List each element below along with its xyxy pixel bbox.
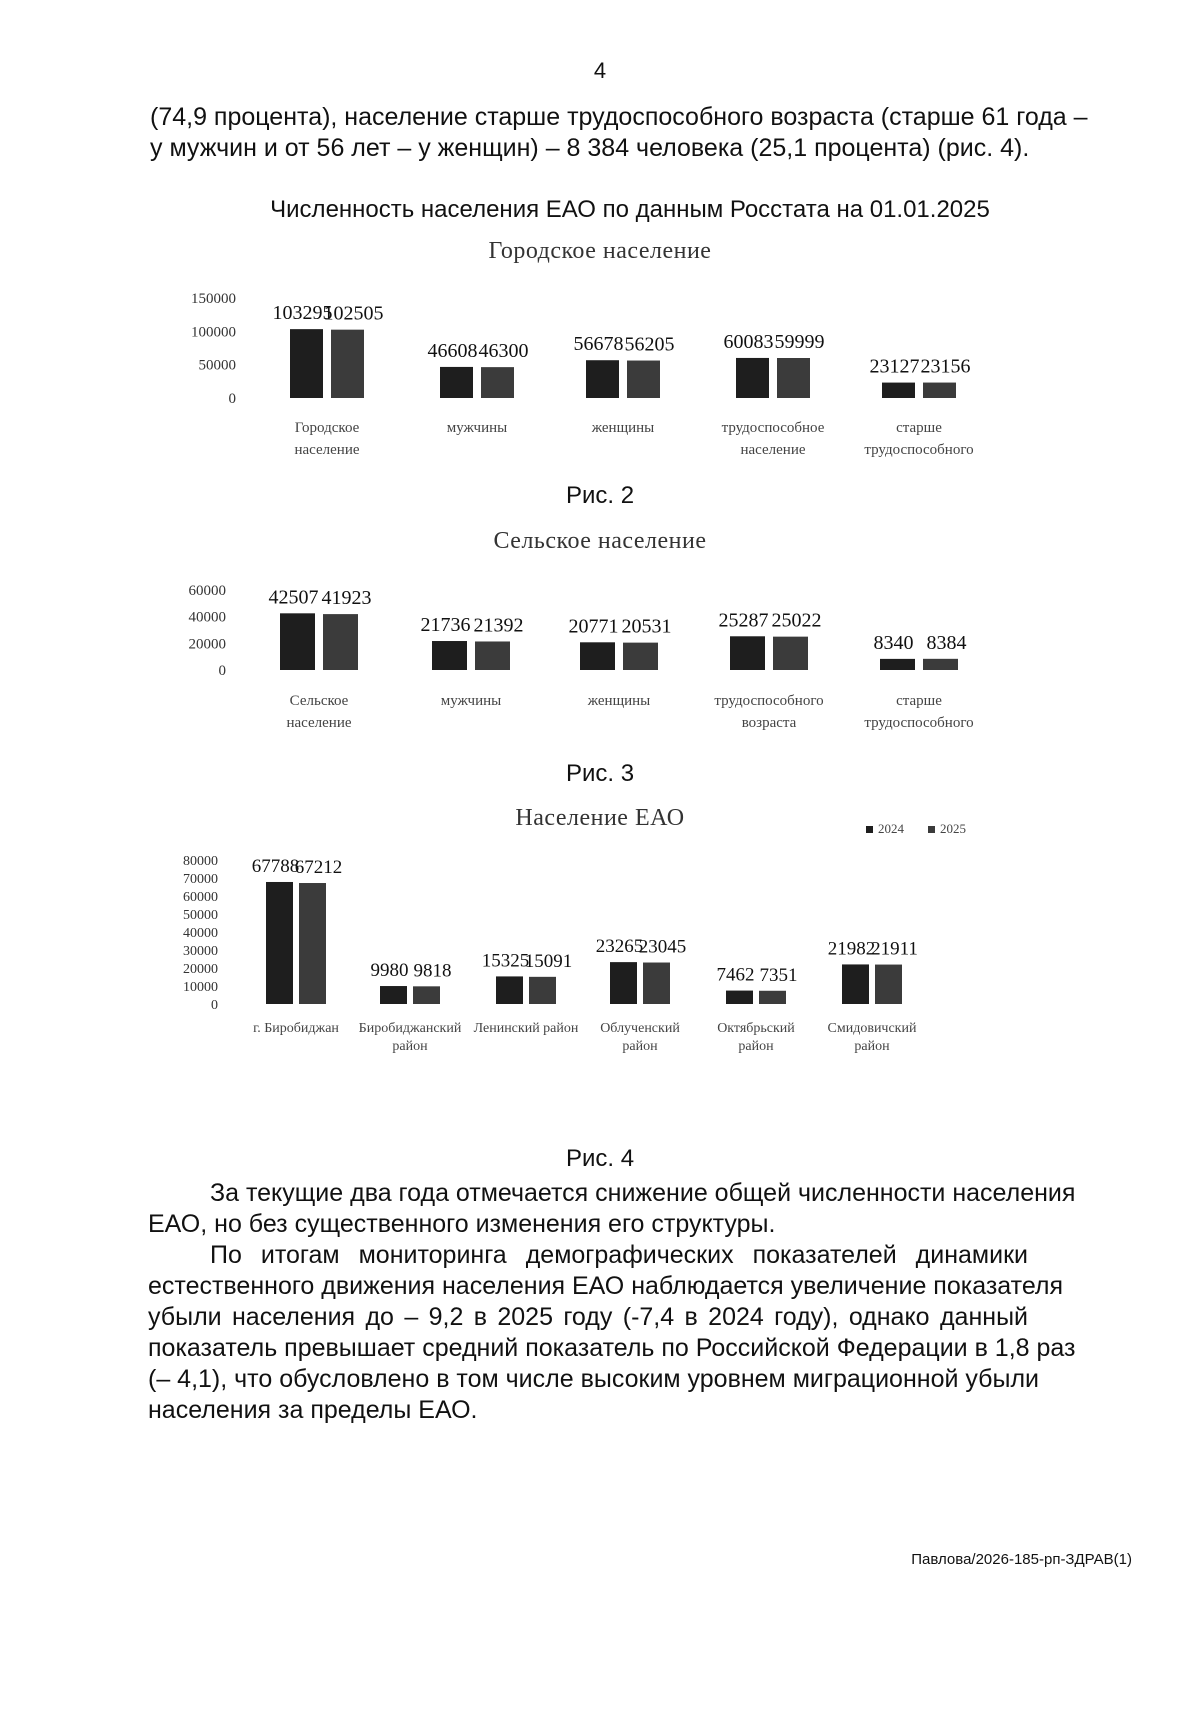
bar-2024 (586, 360, 619, 398)
chart-urban (0, 280, 1200, 470)
category-label: население (294, 442, 360, 458)
data-label: 56205 (624, 333, 675, 356)
category-label: старше (896, 420, 942, 436)
bar-2024 (496, 976, 523, 1004)
chart-rural (0, 575, 1200, 745)
y-tick-label: 60000 (188, 583, 226, 599)
y-tick-label: 50000 (183, 908, 218, 923)
y-tick-label: 30000 (183, 944, 218, 959)
data-label: 7462 (716, 964, 755, 986)
bar-2024 (440, 367, 473, 398)
bar-2025 (481, 367, 514, 398)
data-label: 7351 (759, 964, 798, 986)
chart-title-rural: Сельское население (493, 528, 707, 554)
category-label: женщины (591, 420, 655, 436)
category-label: старше (896, 693, 942, 709)
data-label: 8384 (926, 631, 967, 654)
figure-caption-3: Рис. 3 (565, 760, 635, 787)
data-label: 60083 (723, 330, 774, 353)
data-label: 21982 (827, 938, 876, 960)
body-paragraph-2 (148, 1240, 1076, 1426)
body-paragraph-1 (148, 1178, 1076, 1240)
bar-2025 (923, 659, 958, 670)
data-label: 21392 (473, 614, 524, 637)
category-label: женщины (587, 693, 651, 709)
data-label: 103295 (272, 302, 333, 325)
bar-2024 (730, 636, 765, 670)
data-label: 102505 (323, 302, 384, 325)
bar-2024 (380, 986, 407, 1004)
bar-2024 (580, 642, 615, 670)
bar-2025 (529, 977, 556, 1004)
body-line: По итогам мониторинга демографических показателей динамики (210, 1241, 1028, 1269)
chart-title-eao: Население ЕАО (515, 805, 685, 831)
y-tick-label: 10000 (183, 980, 218, 995)
data-label: 20771 (568, 615, 619, 638)
category-label: трудоспособного (864, 442, 974, 458)
data-label: 23265 (595, 936, 644, 958)
category-label: трудоспособное (721, 420, 825, 436)
category-label: возраста (741, 715, 797, 731)
bar-2024 (880, 659, 915, 670)
body-line: населения за пределы ЕАО. (148, 1396, 478, 1424)
intro-line: (74,9 процента), население старше трудоспособного возраста (старше 61 года – (150, 103, 1088, 131)
bar-2024 (610, 962, 637, 1004)
bar-2025 (923, 383, 956, 398)
bar-2025 (627, 361, 660, 398)
y-tick-label: 20000 (183, 962, 218, 977)
category-label: трудоспособного (714, 693, 824, 709)
chart-title-urban: Городское население (488, 238, 712, 264)
category-label: Сельское (289, 693, 349, 709)
bar-2024 (266, 882, 293, 1004)
body-line: убыли населения до – 9,2 в 2025 году (-7,4 в 2024 году), однако данный (148, 1303, 1028, 1331)
legend-swatch (866, 826, 873, 833)
category-label: район (738, 1039, 774, 1054)
body-line: За текущие два года отмечается снижение общей численности населения (210, 1179, 1076, 1207)
body-line: (– 4,1), что обусловлено в том числе высоким уровнем миграционной убыли (148, 1365, 1040, 1393)
bar-2025 (323, 614, 358, 670)
category-label: Биробиджанский (358, 1021, 462, 1036)
data-label: 46300 (478, 340, 529, 363)
legend-label: 2025 (940, 821, 966, 836)
category-label: Облученский (600, 1021, 680, 1036)
chart-eao (0, 820, 1200, 1070)
bar-2025 (875, 965, 902, 1004)
category-label: мужчины (446, 420, 508, 436)
bar-2025 (643, 963, 670, 1004)
data-label: 67788 (251, 855, 300, 877)
y-tick-label: 40000 (183, 926, 218, 941)
y-tick-label: 40000 (188, 609, 226, 626)
bar-2025 (759, 991, 786, 1004)
data-label: 46608 (427, 339, 478, 362)
page-number: 4 (593, 58, 607, 83)
data-label: 20531 (621, 615, 672, 638)
body-line: естественного движения населения ЕАО наблюдается увеличение показателя (148, 1272, 1064, 1300)
data-label: 25022 (771, 609, 822, 632)
bar-2025 (331, 330, 364, 398)
data-label: 41923 (321, 587, 372, 610)
bar-2025 (299, 883, 326, 1004)
data-label: 23156 (920, 355, 971, 378)
bar-2024 (726, 991, 753, 1004)
legend-swatch (928, 826, 935, 833)
category-label: население (286, 715, 352, 731)
intro-paragraph (150, 102, 1088, 164)
data-label: 8340 (873, 631, 914, 654)
category-label: мужчины (440, 693, 502, 709)
y-tick-label: 0 (228, 391, 236, 407)
body-line: показатель превышает средний показатель по Российской Федерации в 1,8 раз (148, 1334, 1076, 1362)
category-label: Ленинский район (473, 1021, 579, 1036)
data-label: 25287 (718, 609, 769, 632)
y-tick-label: 0 (211, 998, 218, 1013)
category-label: г. Биробиджан (253, 1021, 339, 1036)
data-label: 23045 (638, 936, 687, 958)
legend-label: 2024 (878, 821, 904, 836)
data-label: 21911 (871, 938, 918, 960)
data-label: 23127 (869, 355, 920, 378)
figure-heading: Численность населения ЕАО по данным Росстата на 01.01.2025 (270, 196, 990, 223)
category-label: Городское (294, 420, 360, 436)
data-label: 15325 (481, 950, 530, 972)
intro-line: у мужчин и от 56 лет – у женщин) – 8 384 человека (25,1 процента) (рис. 4). (150, 134, 1030, 162)
data-label: 42507 (268, 586, 319, 609)
y-tick-label: 100000 (191, 324, 236, 341)
bar-2024 (882, 383, 915, 398)
bar-2025 (773, 637, 808, 670)
category-label: население (740, 442, 806, 458)
bar-2024 (842, 964, 869, 1004)
y-tick-label: 0 (218, 663, 226, 679)
y-tick-label: 70000 (183, 872, 218, 887)
data-label: 56678 (573, 333, 624, 356)
y-tick-label: 20000 (188, 636, 226, 653)
bar-2025 (777, 358, 810, 398)
category-label: район (854, 1039, 890, 1054)
bar-2025 (475, 641, 510, 670)
category-label: район (392, 1039, 428, 1054)
data-label: 67212 (294, 857, 343, 879)
data-label: 59999 (774, 331, 825, 354)
y-tick-label: 50000 (198, 357, 236, 374)
bar-2025 (413, 986, 440, 1004)
data-label: 9980 (370, 960, 409, 982)
category-label: трудоспособного (864, 715, 974, 731)
body-line: ЕАО, но без существенного изменения его структуры. (148, 1210, 776, 1238)
category-label: Смидовичский (827, 1021, 917, 1036)
figure-caption-4: Рис. 4 (565, 1145, 635, 1172)
data-label: 9818 (413, 960, 452, 982)
y-tick-label: 80000 (183, 854, 218, 869)
y-tick-label: 150000 (191, 291, 236, 307)
bar-2024 (280, 613, 315, 670)
data-label: 15091 (524, 950, 573, 972)
bar-2024 (736, 358, 769, 398)
category-label: район (622, 1039, 658, 1054)
bar-2024 (432, 641, 467, 670)
bar-2025 (623, 643, 658, 670)
figure-caption-2: Рис. 2 (565, 482, 635, 509)
bar-2024 (290, 329, 323, 398)
category-label: Октябрьский (717, 1021, 795, 1036)
footer-code: Павлова/2026-185-рп-ЗДРАВ(1) (911, 1551, 1132, 1568)
data-label: 21736 (420, 614, 471, 637)
y-tick-label: 60000 (183, 890, 218, 905)
